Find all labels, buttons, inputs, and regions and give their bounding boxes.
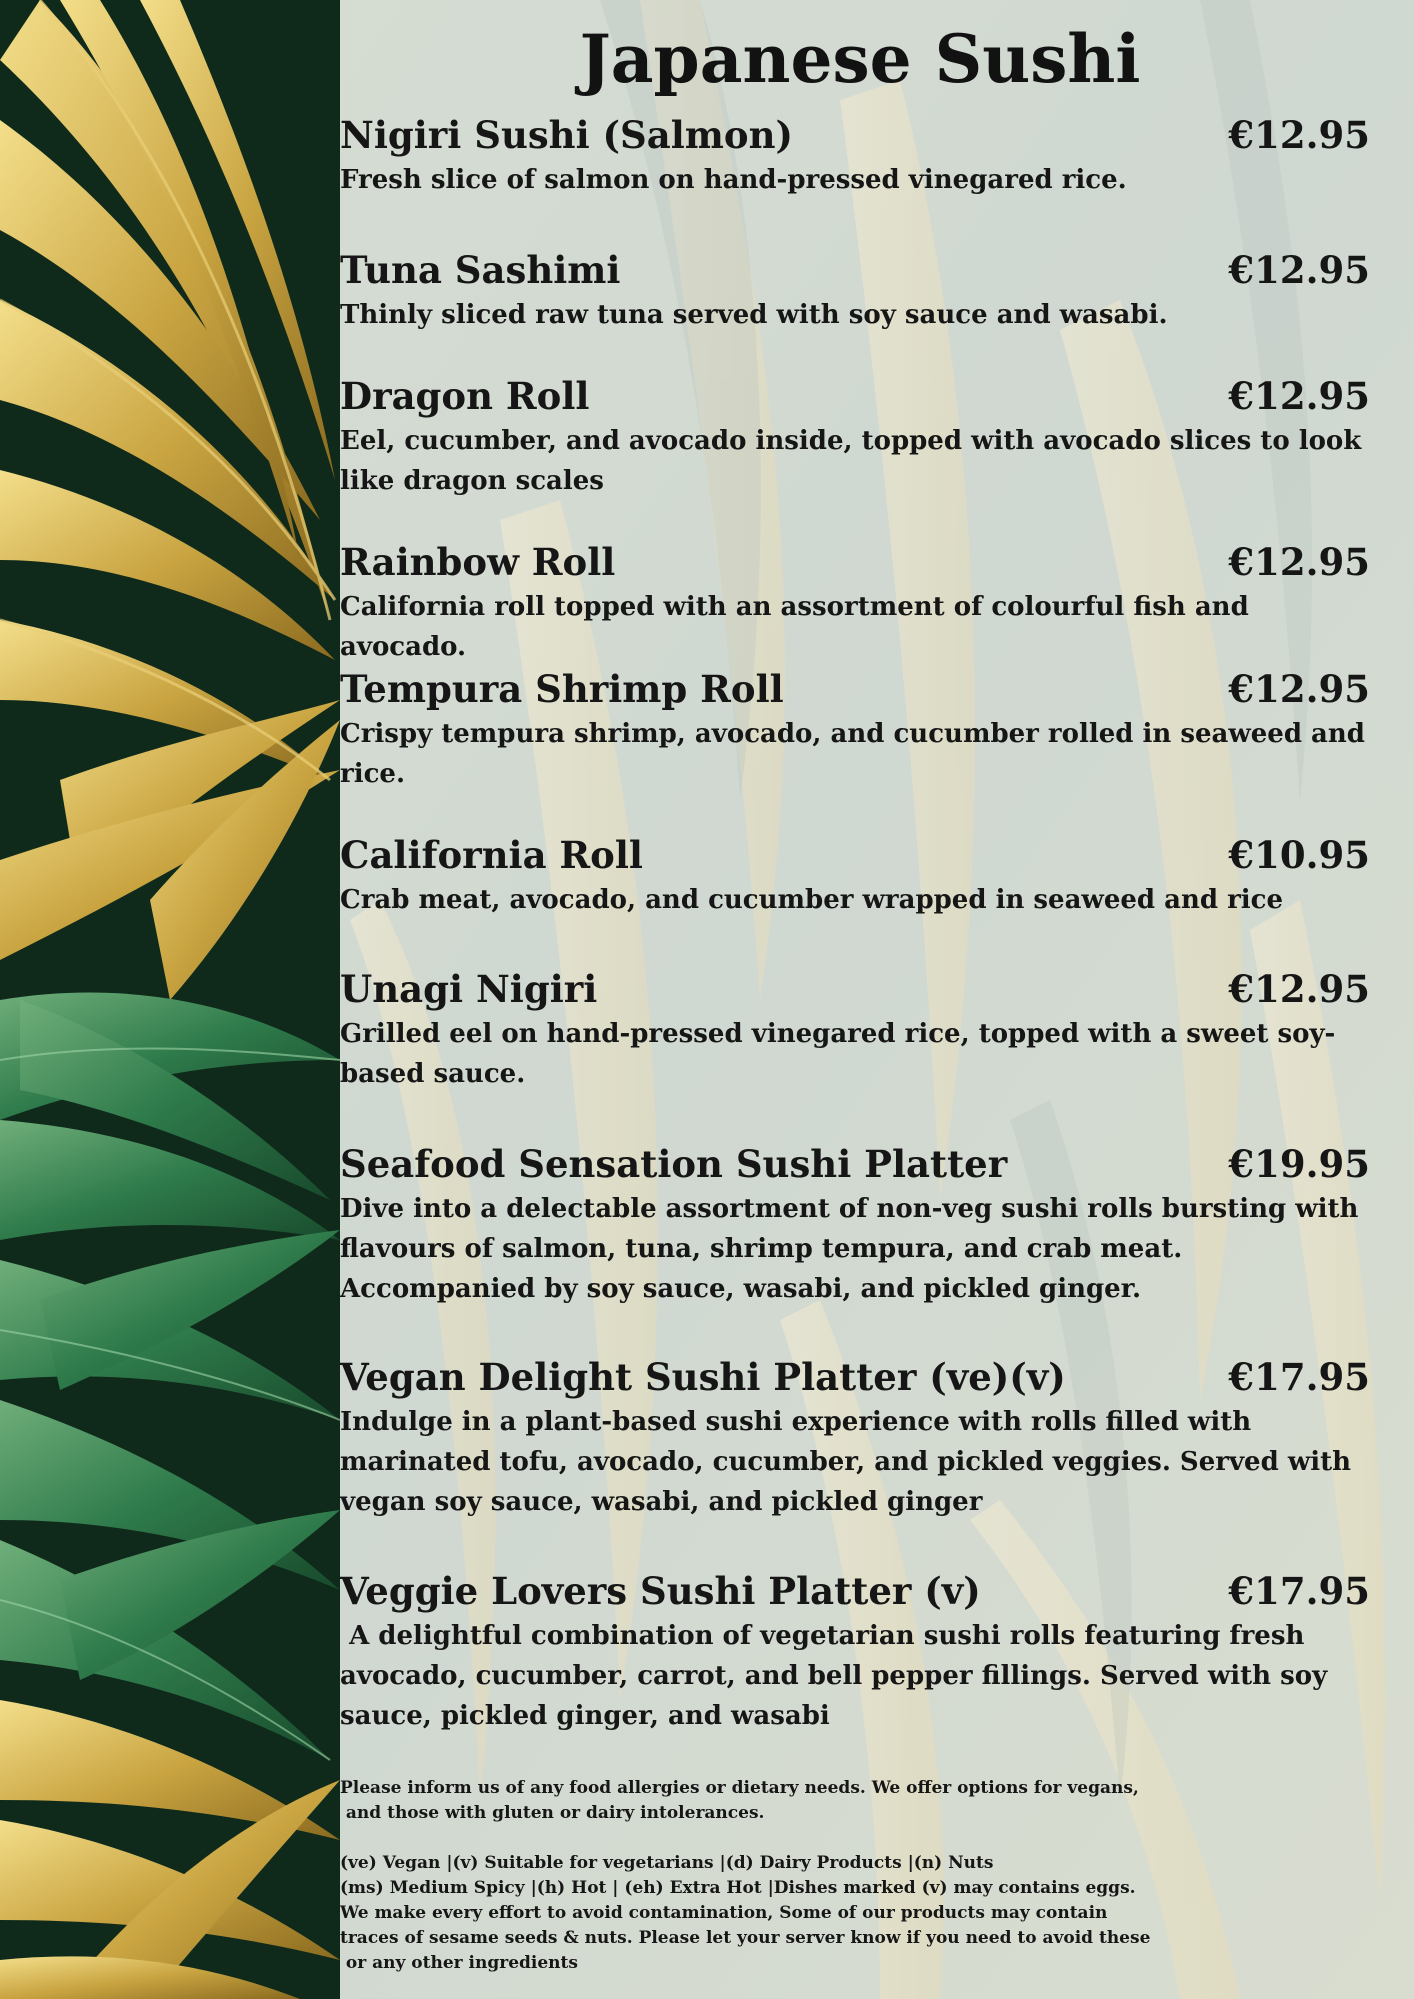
item-price: €12.95 <box>1228 374 1370 418</box>
menu-item <box>340 832 1380 920</box>
item-description: California roll topped with an assortment of colourful fish and avocado. <box>340 592 1258 662</box>
item-price: €12.95 <box>1228 667 1370 711</box>
allergy-note-line: and those with gluten or dairy intolerances. <box>340 1803 765 1823</box>
menu-item <box>340 112 1380 200</box>
item-price: €12.95 <box>1228 967 1370 1011</box>
item-price: €17.95 <box>1228 1569 1370 1613</box>
item-price: €12.95 <box>1228 248 1370 292</box>
allergy-notes <box>340 1776 1160 1976</box>
contamination-note-line: traces of sesame seeds & nuts. Please let your server know if you need to avoid these <box>340 1928 1151 1948</box>
item-name: Dragon Roll <box>340 374 590 418</box>
item-name: Vegan Delight Sushi Platter (ve)(v) <box>340 1355 1066 1399</box>
item-price: €17.95 <box>1228 1355 1370 1399</box>
item-description: Crab meat, avocado, and cucumber wrapped in seaweed and rice <box>340 885 1284 915</box>
dietary-key-line: (ve) Vegan |(v) Suitable for vegetarians |(d) Dairy Products |(n) Nuts <box>340 1853 994 1873</box>
notes-spacer <box>340 1826 1160 1851</box>
allergy-note-line: Please inform us of any food allergies or dietary needs. We offer options for vegans, <box>340 1778 1139 1798</box>
item-name: Rainbow Roll <box>340 540 616 584</box>
item-description: Grilled eel on hand-pressed vinegared rice, topped with a sweet soy-based sauce. <box>340 1019 1336 1089</box>
item-description: Dive into a delectable assortment of non-veg sushi rolls bursting with flavours of salmon, tuna, shrimp tempura, and crab meat. Accompanied by soy sauce, wasabi, and pickled ginger. <box>340 1194 1368 1304</box>
item-description: Indulge in a plant-based sushi experience with rolls filled with marinated tofu, avocado, cucumber, and pickled veggies. Served with vegan soy sauce, wasabi, and pickled ginger <box>340 1407 1361 1517</box>
menu-item <box>340 1141 1380 1309</box>
item-name: Nigiri Sushi (Salmon) <box>340 113 794 157</box>
item-name: California Roll <box>340 833 643 877</box>
item-price: €12.95 <box>1228 113 1370 157</box>
item-price: €19.95 <box>1228 1142 1370 1186</box>
contamination-note-line: We make every effort to avoid contamination, Some of our products may contain <box>340 1903 1108 1923</box>
menu-title: Japanese Sushi <box>579 20 1141 98</box>
item-name: Tuna Sashimi <box>340 248 621 292</box>
item-name: Veggie Lovers Sushi Platter (v) <box>340 1569 981 1613</box>
menu-item <box>340 966 1380 1094</box>
item-price: €12.95 <box>1228 540 1370 584</box>
item-name: Seafood Sensation Sushi Platter <box>340 1142 1008 1186</box>
item-description: Eel, cucumber, and avocado inside, topped with avocado slices to look like dragon scales <box>340 426 1371 496</box>
menu-item <box>340 1354 1380 1522</box>
item-description: Thinly sliced raw tuna served with soy sauce and wasabi. <box>340 300 1168 330</box>
menu-item <box>340 666 1380 794</box>
item-description: Fresh slice of salmon on hand-pressed vinegared rice. <box>340 165 1127 195</box>
item-name: Unagi Nigiri <box>340 967 598 1011</box>
item-description: Crispy tempura shrimp, avocado, and cucumber rolled in seaweed and rice. <box>340 719 1375 789</box>
menu-item <box>340 1568 1380 1736</box>
menu-item <box>340 539 1380 667</box>
menu-content <box>340 0 1380 1999</box>
item-name: Tempura Shrimp Roll <box>340 667 784 711</box>
menu-item <box>340 373 1380 501</box>
dietary-key-line: (ms) Medium Spicy |(h) Hot | (eh) Extra Hot |Dishes marked (v) may contains eggs. <box>340 1878 1136 1898</box>
item-description: A delightful combination of vegetarian sushi rolls featuring fresh avocado, cucumber, carrot, and bell pepper fillings. Served with soy sauce, pickled ginger, and wasabi <box>340 1621 1337 1731</box>
contamination-note-line: or any other ingredients <box>340 1953 578 1973</box>
menu-item <box>340 247 1380 335</box>
item-price: €10.95 <box>1228 833 1370 877</box>
